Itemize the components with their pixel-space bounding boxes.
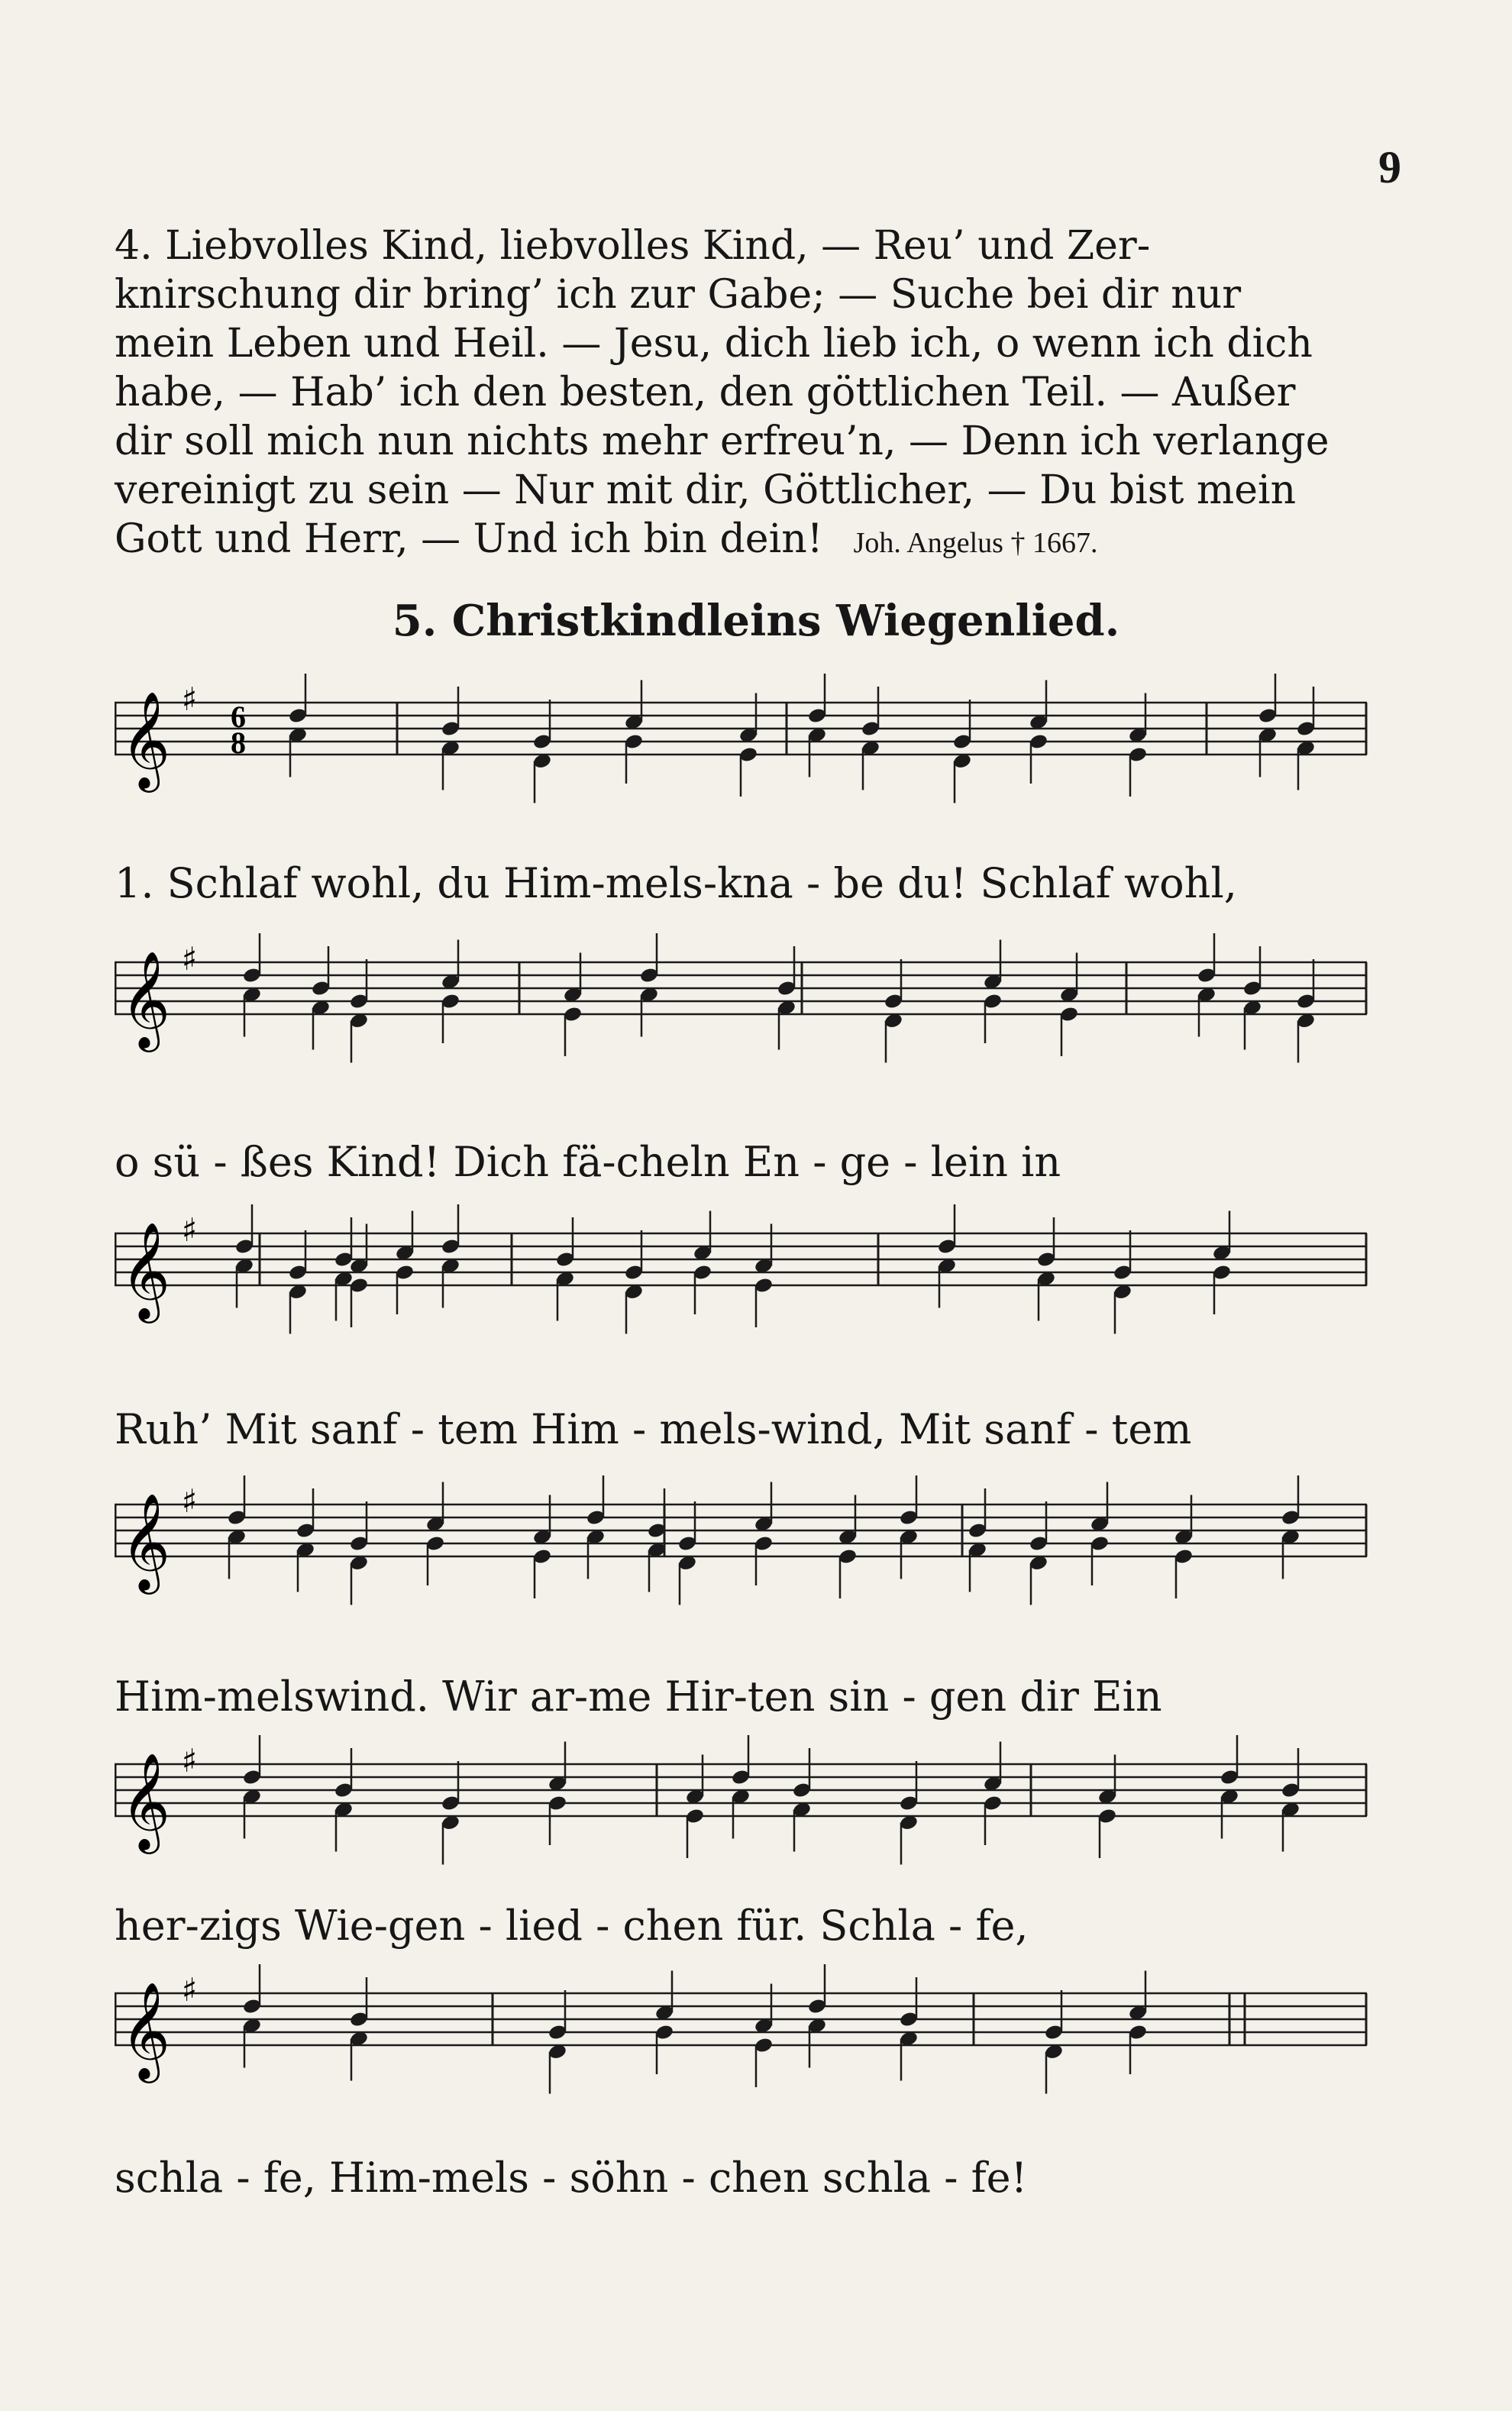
music-staff bbox=[115, 1963, 1375, 2161]
staff-svg-4 bbox=[115, 1474, 1375, 1673]
key-signature-sharp: ♯ bbox=[182, 680, 198, 718]
treble-clef: 𝄞 bbox=[121, 1752, 171, 1850]
key-signature-sharp: ♯ bbox=[182, 1482, 198, 1520]
verse-line: dir soll mich nun nichts mehr erfreu’n, — Denn ich verlange bbox=[115, 419, 1329, 464]
music-staff bbox=[115, 1474, 1375, 1673]
lyric-line: 1. Schlaf wohl, du Him-mels-kna - be du! Schlaf wohl, bbox=[115, 859, 1237, 907]
staff-svg-1 bbox=[115, 672, 1375, 871]
music-staff bbox=[115, 932, 1375, 1130]
attribution: Joh. Angelus † 1667. bbox=[853, 527, 1098, 559]
verse-line: mein Leben und Heil. — Jesu, dich lieb ich, o wenn ich dich bbox=[115, 321, 1313, 367]
verse-line-last bbox=[115, 515, 1367, 567]
staff-svg-2 bbox=[115, 932, 1375, 1130]
key-signature-sharp: ♯ bbox=[182, 940, 198, 978]
staff-svg-3 bbox=[115, 1203, 1375, 1401]
song-title: 5. Christkindleins Wiegenlied. bbox=[392, 596, 1120, 646]
verse-line: 4. Liebvolles Kind, liebvolles Kind, — Reu’ und Zer- bbox=[115, 223, 1151, 269]
verse-4 bbox=[115, 221, 1367, 567]
treble-clef: 𝄞 bbox=[121, 1981, 171, 2079]
verse-line: knirschung dir bring’ ich zur Gabe; — Suche bei dir nur bbox=[115, 272, 1242, 318]
music-staff bbox=[115, 672, 1375, 871]
lyric-line: Ruh’ Mit sanf - tem Him - mels-wind, Mit sanf - tem bbox=[115, 1405, 1192, 1453]
staff-svg-6 bbox=[115, 1963, 1375, 2161]
treble-clef: 𝄞 bbox=[121, 950, 171, 1048]
verse-line: vereinigt zu sein — Nur mit dir, Göttlicher, — Du bist mein bbox=[115, 467, 1297, 513]
treble-clef: 𝄞 bbox=[121, 1492, 171, 1590]
time-signature-numerator: 6 bbox=[231, 700, 246, 734]
verse-line: habe, — Hab’ ich den besten, den göttlichen Teil. — Außer bbox=[115, 370, 1296, 415]
key-signature-sharp: ♯ bbox=[182, 1971, 198, 2009]
lyric-line: o sü - ßes Kind! Dich fä-cheln En - ge - lein in bbox=[115, 1138, 1061, 1186]
treble-clef: 𝄞 bbox=[121, 1221, 171, 1319]
key-signature-sharp: ♯ bbox=[182, 1211, 198, 1249]
verse-text: Gott und Herr, — Und ich bin dein! bbox=[115, 516, 823, 562]
lyric-line: her-zigs Wie-gen - lied - chen für. Schla - fe, bbox=[115, 1902, 1029, 1950]
treble-clef: 𝄞 bbox=[121, 690, 171, 788]
lyric-line: Him-melswind. Wir ar-me Hir-ten sin - gen dir Ein bbox=[115, 1673, 1162, 1721]
key-signature-sharp: ♯ bbox=[182, 1742, 198, 1779]
page-number: 9 bbox=[1378, 142, 1401, 192]
music-staff bbox=[115, 1203, 1375, 1401]
lyric-line: schla - fe, Him-mels - söhn - chen schla - fe! bbox=[115, 2154, 1028, 2202]
time-signature-denominator: 8 bbox=[231, 726, 246, 760]
